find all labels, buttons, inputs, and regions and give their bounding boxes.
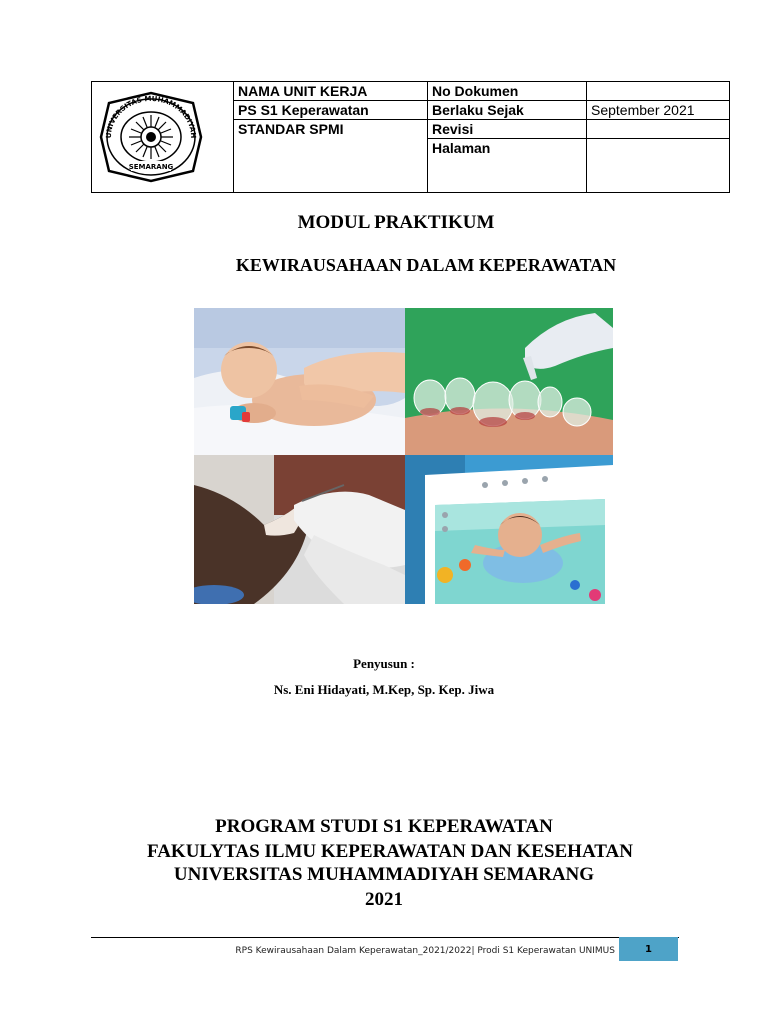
wound-care-photo [194,455,405,604]
svg-text:SEMARANG: SEMARANG [128,163,174,171]
university-name: UNIVERSITAS MUHAMMADIYAH SEMARANG [173,864,595,885]
footer-text: RPS Kewirausahaan Dalam Keperawatan_2021/2022| Prodi S1 Keperawatan UNIMUS [235,946,615,956]
svg-text:UNIVERSITAS MUHAMMADIYAH: UNIVERSITAS MUHAMMADIYAH [104,94,198,139]
document-header-table [91,81,730,193]
module-subtitle: KEWIRAUSAHAAN DALAM KEPERAWATAN [235,255,617,275]
page-label: Halaman [428,139,587,193]
unit-label: NAMA UNIT KERJA [234,82,428,101]
page-value [587,139,730,193]
university-seal-logo [93,89,209,185]
baby-spa-photo [405,455,613,604]
author-label: Penyusun : [353,656,415,671]
effective-value: September 2021 [587,101,730,120]
effective-label: Berlaku Sejak [428,101,587,120]
program-name: PROGRAM STUDI S1 KEPERAWATAN [215,816,553,837]
unit-value: PS S1 Keperawatan [234,101,428,120]
revision-value [587,120,730,139]
baby-massage-photo [194,308,405,455]
standard-label: STANDAR SPMI [234,120,428,193]
publication-year: 2021 [365,889,403,910]
footer-divider [91,937,679,938]
doc-no-value [587,82,730,101]
cupping-therapy-photo [405,308,613,455]
module-title: MODUL PRAKTIKUM [297,212,495,233]
revision-label: Revisi [428,120,587,139]
author-name: Ns. Eni Hidayati, M.Kep, Sp. Kep. Jiwa [273,682,495,697]
doc-no-label: No Dokumen [428,82,587,101]
page-number-badge: 1 [619,937,678,961]
faculty-name: FAKULYTAS ILMU KEPERAWATAN DAN KESEHATAN [147,841,633,862]
logo-cell [92,82,234,193]
photo-collage [194,308,613,604]
